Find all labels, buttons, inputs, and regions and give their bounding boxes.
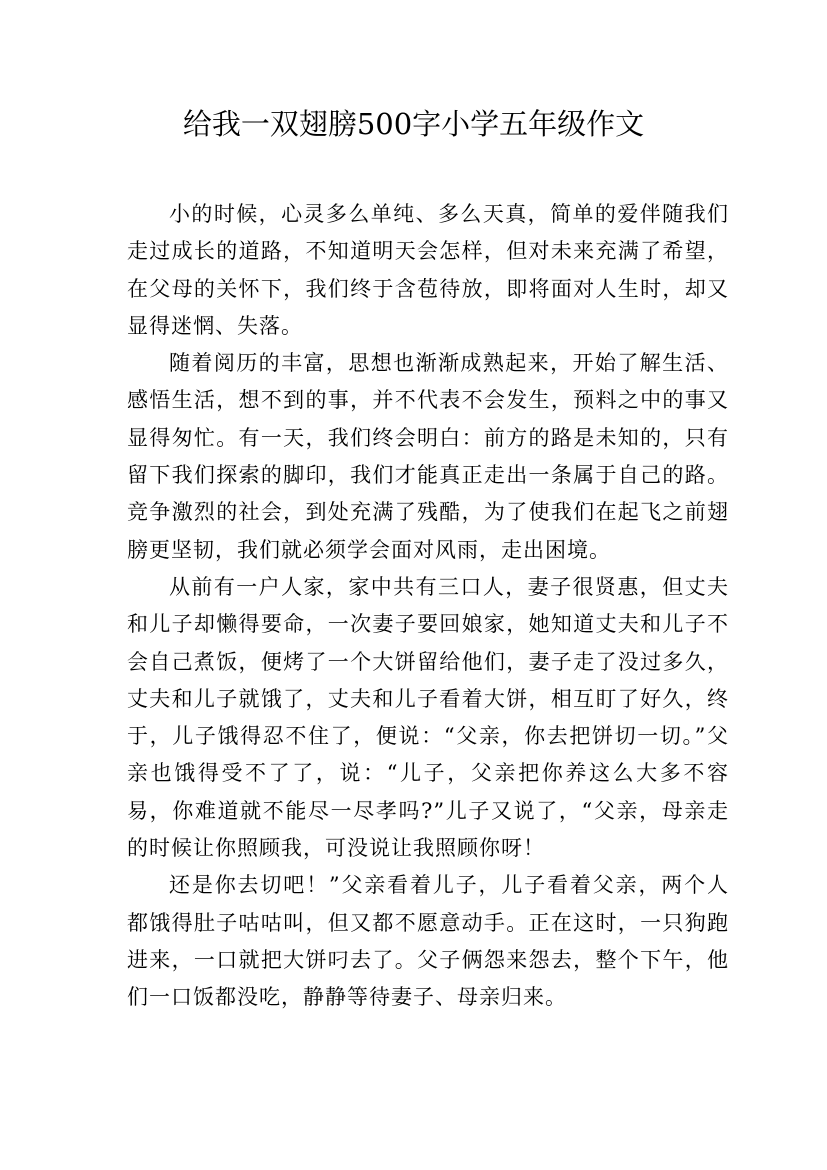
document-body [127, 196, 729, 1017]
paragraph-1: 小的时候，心灵多么单纯、多么天真，简单的爱伴随我们走过成长的道路，不知道明天会怎样，但对未来充满了希望，在父母的关怀下，我们终于含苞待放，即将面对人生时，却又显得迷惘、失落。 [127, 202, 729, 338]
paragraph-4: 还是你去切吧！”父亲看着儿子，儿子看着父亲，两个人都饿得肚子咕咕叫，但又都不愿意动手。正在这时，一只狗跑进来，一口就把大饼叼去了。父子俩怨来怨去，整个下午，他们一口饭都没吃，静静等待妻子、母亲归来。 [127, 873, 729, 1010]
document-title: 给我一双翅膀500字小学五年级作文 [182, 107, 645, 141]
paragraph-2: 随着阅历的丰富，思想也渐渐成熟起来，开始了解生活、感悟生活，想不到的事，并不代表不会发生，预料之中的事又显得匆忙。有一天，我们终会明白：前方的路是未知的，只有留下我们探索的脚印，我们才能真正走出一条属于自己的路。竞争激烈的社会，到处充满了残酷，为了使我们在起飞之前翅膀更坚韧，我们就必须学会面对风雨，走出困境。 [127, 351, 729, 562]
paragraph-3: 从前有一户人家，家中共有三口人，妻子很贤惠，但丈夫和儿子却懒得要命，一次妻子要回娘家，她知道丈夫和儿子不会自己煮饭，便烤了一个大饼留给他们，妻子走了没过多久，丈夫和儿子就饿了，丈夫和儿子看着大饼，相互盯了好久，终于，儿子饿得忍不住了，便说：“父亲，你去把饼切一切。”父亲也饿得受不了了，说：“儿子，父亲把你养这么大多不容易，你难道就不能尽一尽孝吗?”儿子又说了，“父亲，母亲走的时候让你照顾我，可没说让我照顾你呀！ [127, 574, 729, 861]
